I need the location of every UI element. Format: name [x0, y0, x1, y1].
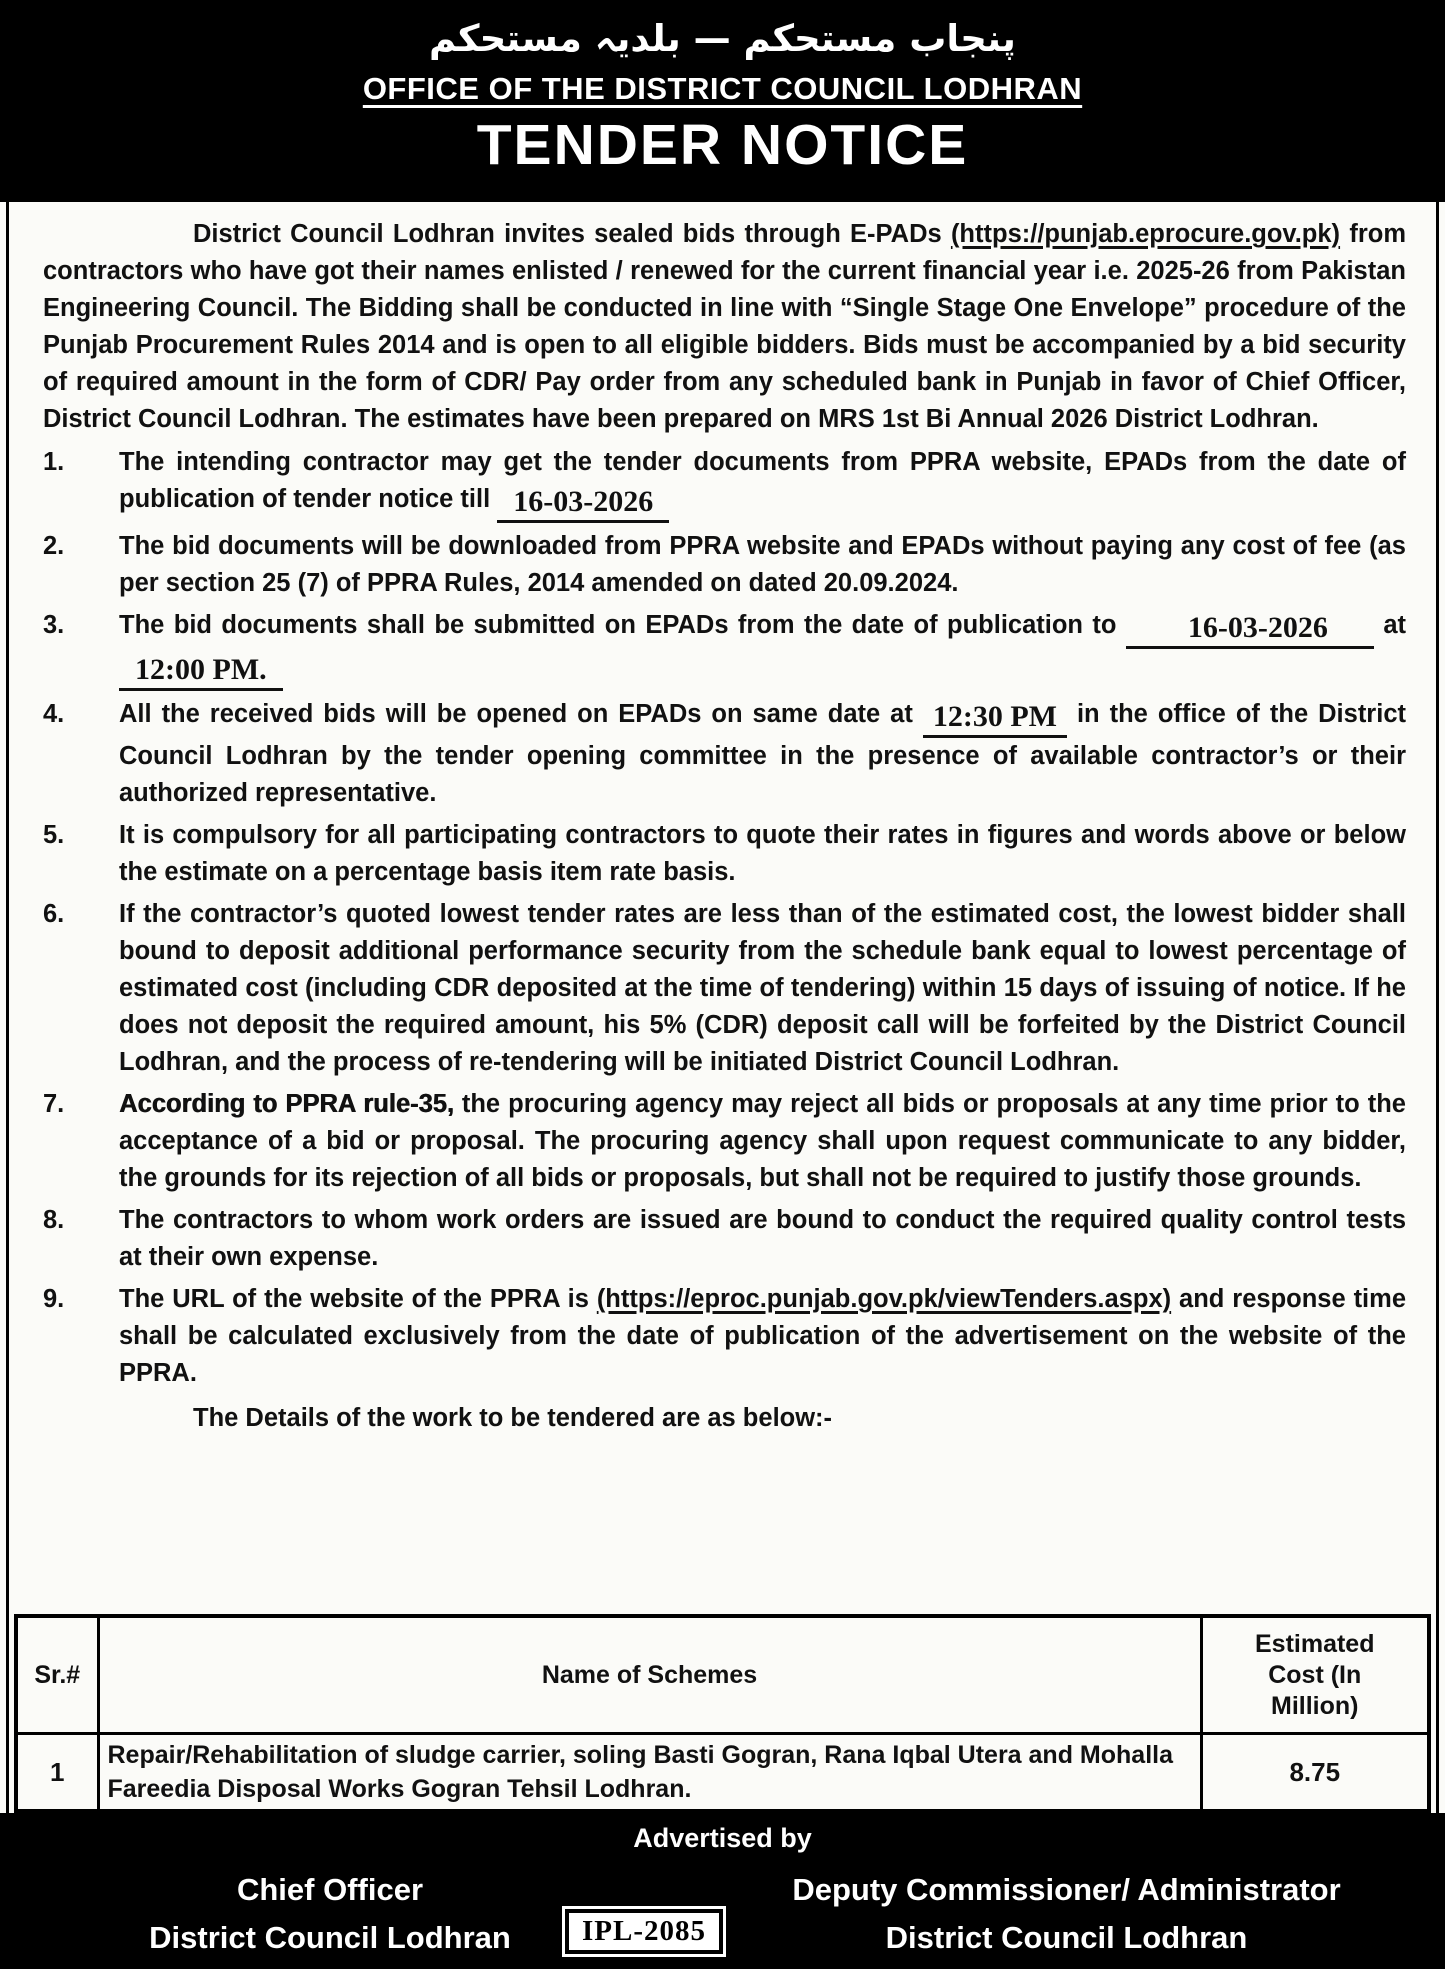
column-header-cost: Estimated Cost (In Million) — [1201, 1616, 1429, 1734]
chief-officer-org: District Council Lodhran — [149, 1920, 511, 1955]
item-text — [119, 528, 1406, 602]
item-text — [119, 896, 1406, 1081]
item-number: 1. — [43, 448, 65, 476]
item-2-text: The bid documents will be downloaded from PPRA website and EPADs without paying any cost of fee (as per section 25 (7) of PPRA Rules, 2014 amended on dated 20.09.2024. — [119, 532, 1406, 597]
item-number: 2. — [43, 532, 65, 560]
column-header-sr: Sr.# — [16, 1616, 98, 1734]
table-row — [16, 1734, 1429, 1812]
deputy-commissioner-org: District Council Lodhran — [885, 1920, 1248, 1955]
list-item-2 — [43, 528, 1406, 602]
notice-title: TENDER NOTICE — [476, 113, 969, 177]
list-item-3 — [43, 607, 1406, 691]
item-9-text-2: and response time shall be calculated exclusively from the date of publication of the advertisement on the website of the PPRA. — [119, 1285, 1406, 1387]
office-title: OFFICE OF THE DISTRICT COUNCIL LODHRAN — [362, 71, 1083, 106]
item-text — [119, 1202, 1406, 1276]
list-item-8 — [43, 1202, 1406, 1276]
chief-officer-signature — [0, 1866, 660, 1962]
item-number: 8. — [43, 1206, 65, 1234]
document-header — [0, 0, 1445, 202]
notice-body — [6, 202, 1439, 1813]
deputy-commissioner-title: Deputy Commissioner/ Administrator — [792, 1872, 1341, 1907]
item-5-text: It is compulsory for all participating contractors to quote their rates in figures and words above or below the estimate on a percentage basis item rate basis. — [119, 821, 1406, 886]
item-4-text-2: in the office of the District Council Lodhran by the tender opening committee in the presence of available contractor’s or their authorized representative. — [119, 700, 1406, 807]
list-item-7 — [43, 1086, 1406, 1197]
list-item-5 — [43, 817, 1406, 891]
schemes-table — [14, 1614, 1431, 1813]
item-7-text: the procuring agency may reject all bids or proposals at any time prior to the acceptance of a bid or proposal. The procuring agency shall upon request communicate to any bidder, the grounds for its rejection of all bids or proposals, but shall not be required to justify those grounds. — [119, 1090, 1406, 1192]
eprocure-url: (https://punjab.eprocure.gov.pk) — [950, 220, 1341, 248]
scheme-cost: 8.75 — [1201, 1734, 1429, 1812]
item-text — [119, 696, 1406, 812]
item-text — [119, 444, 1406, 523]
ipl-code: IPL-2085 — [569, 1913, 719, 1950]
scheme-sr: 1 — [16, 1734, 98, 1812]
submission-deadline-time: 12:00 PM. — [119, 655, 283, 691]
item-3-text: The bid documents shall be submitted on EPADs from the date of publication to — [119, 611, 1126, 639]
document-footer — [0, 1813, 1445, 1969]
list-item-1 — [43, 444, 1406, 523]
schemes-table-header — [16, 1616, 1429, 1734]
item-number: 9. — [43, 1285, 65, 1313]
item-text — [119, 607, 1406, 691]
urdu-slogan: پنجاب مستحکم — بلدیہ مستحکم — [429, 17, 1016, 60]
details-heading: The Details of the work to be tendered are as below:- — [193, 1404, 833, 1432]
item-3-text-2: at — [1373, 611, 1406, 639]
item-number: 5. — [43, 821, 65, 849]
scheme-name: Repair/Rehabilitation of sludge carrier, soling Basti Gogran, Rana Iqbal Utera and Mohalla Fareedia Disposal Works Gogran Tehsil Lodhran. — [98, 1734, 1201, 1812]
list-item-4 — [43, 696, 1406, 812]
item-6-text: If the contractor’s quoted lowest tender rates are less than of the estimated cost, the lowest bidder shall bound to deposit additional performance security from the schedule bank equal to lowest percentage of estimated cost (including CDR deposited at the time of tendering) within 15 days of issuing of notice. If he does not deposit the required amount, his 5% (CDR) deposit call will be forfeited by the District Council Lodhran, and the process of re-tendering will be initiated District Council Lodhran. — [119, 900, 1406, 1076]
item-1-text: The intending contractor may get the tender documents from PPRA website, EPADs from the date of publication of tender notice till — [119, 448, 1406, 513]
tender-docs-deadline-date: 16-03-2026 — [497, 487, 669, 523]
item-text — [119, 817, 1406, 891]
bid-opening-time: 12:30 PM — [923, 702, 1067, 738]
chief-officer-title: Chief Officer — [236, 1872, 424, 1907]
list-item-9 — [43, 1281, 1406, 1392]
item-4-text: All the received bids will be opened on EPADs on same date at — [119, 700, 923, 728]
item-number: 3. — [43, 611, 65, 639]
intro-rest-text: from contractors who have got their names enlisted / renewed for the current financial year i.e. 2025-26 from Pakistan Engineering Council. The Bidding shall be conducted in line with “Single Stage One Envelope” procedure of the Punjab Procurement Rules 2014 and is open to all eligible bidders. Bids must be accompanied by a bid security of required amount in the form of CDR/ Pay order from any scheduled bank in Punjab in favor of Chief Officer, District Council Lodhran. The estimates have been prepared on MRS 1st Bi Annual 2026 District Lodhran. — [43, 220, 1406, 433]
intro-lead-text: District Council Lodhran invites sealed bids through E-PADs — [193, 220, 951, 248]
item-number: 7. — [43, 1090, 65, 1118]
deputy-commissioner-signature — [700, 1866, 1433, 1962]
item-number: 6. — [43, 900, 65, 928]
submission-deadline-date: 16-03-2026 — [1126, 613, 1374, 649]
item-8-text: The contractors to whom work orders are issued are bound to conduct the required quality control tests at their own expense. — [119, 1206, 1406, 1271]
column-header-name: Name of Schemes — [98, 1616, 1201, 1734]
advertised-by-label: Advertised by — [633, 1823, 812, 1853]
item-text — [119, 1086, 1406, 1197]
item-number: 4. — [43, 700, 65, 728]
list-item-6 — [43, 896, 1406, 1081]
ppra-tenders-url: (https://eproc.punjab.gov.pk/viewTenders.aspx) — [596, 1285, 1172, 1313]
ppra-rule-35-lead: According to PPRA rule-35, — [119, 1090, 454, 1118]
item-9-text: The URL of the website of the PPRA is — [119, 1285, 597, 1313]
item-text — [119, 1281, 1406, 1392]
intro-paragraph — [43, 216, 1406, 438]
